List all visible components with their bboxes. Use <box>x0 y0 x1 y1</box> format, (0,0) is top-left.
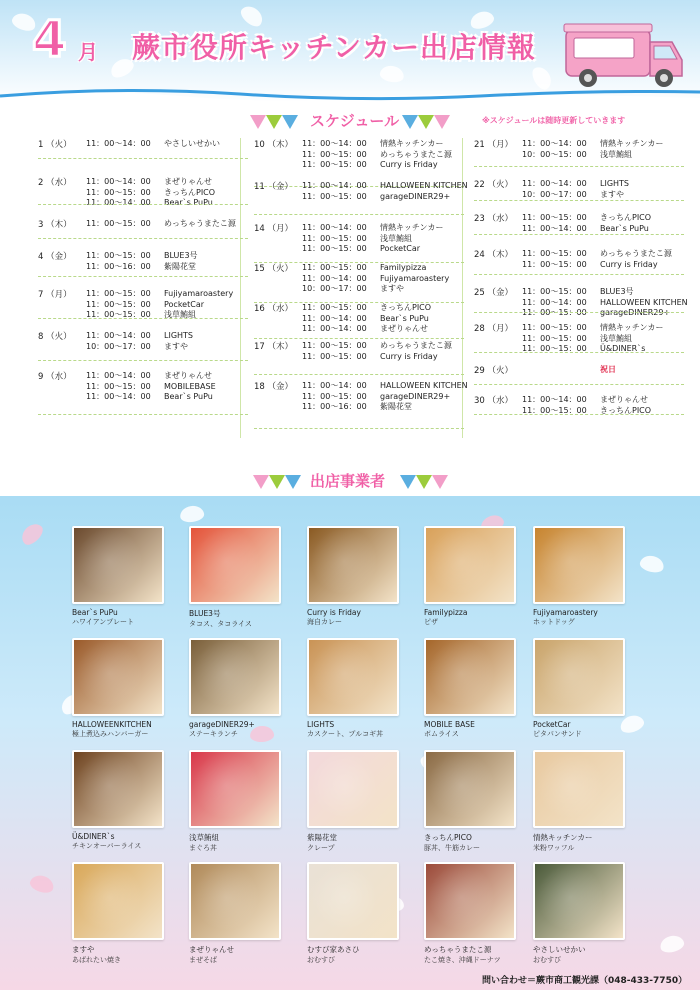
vendor-card <box>533 638 625 739</box>
schedule-vendor: Curry is Friday <box>380 160 438 169</box>
divider-line <box>38 360 248 361</box>
schedule-row <box>522 248 672 259</box>
schedule-time: 11：00〜16：00 <box>302 402 367 411</box>
vendor-description: クレープ <box>307 844 335 852</box>
vendor-card <box>189 750 281 853</box>
vendor-name: garageDINER29+ <box>189 720 255 729</box>
schedule-day: 15 （火） <box>254 264 294 274</box>
schedule-vendor: ますや <box>164 341 188 351</box>
schedule-time: 11：00〜15：00 <box>302 149 367 159</box>
schedule-vendor: 浅草鮪組 <box>380 233 412 243</box>
schedule-vendor: きっちんPICO <box>600 213 652 222</box>
divider-line <box>474 384 684 385</box>
schedule-vendor: めっちゃうまたこ源 <box>380 341 452 350</box>
vendor-name: まぜりゃんせ <box>189 945 234 954</box>
schedule-day: 3 （木） <box>38 220 72 230</box>
schedule-time: 11：00〜15：00 <box>522 213 587 222</box>
month-number: 4 <box>32 10 67 68</box>
schedule-time: 11：00〜14：00 <box>86 177 151 186</box>
divider-line <box>254 338 464 339</box>
schedule-row <box>522 333 663 344</box>
vendor-card <box>189 862 281 965</box>
vendor-description: ステーキランチ <box>189 730 238 738</box>
vendor-description: まぜそば <box>189 956 217 964</box>
petal-decoration <box>18 520 46 548</box>
schedule-row <box>86 250 198 261</box>
schedule-day: 14 （月） <box>254 224 294 234</box>
schedule-time: 11：00〜15：00 <box>302 244 367 253</box>
wave-divider <box>0 88 700 105</box>
schedule-row <box>86 381 216 392</box>
vendor-photo <box>424 862 516 940</box>
schedule-vendor: 浅草鮪組 <box>164 310 196 319</box>
schedule-note: ※スケジュールは随時更新していきます <box>482 116 626 125</box>
vendor-description: カスクート、プルコギ丼 <box>307 730 384 738</box>
schedule-time: 11：00〜14：00 <box>302 223 367 232</box>
header-banner <box>0 0 700 105</box>
schedule-vendor: Bear`s PuPu <box>164 198 213 207</box>
vendor-card <box>189 638 281 739</box>
vendor-photo <box>189 638 281 716</box>
schedule-vendor: LIGHTS <box>600 179 629 188</box>
vendor-name: きっちんPICO <box>424 833 472 842</box>
vendor-name: HALLOWEENKITCHEN <box>72 720 152 729</box>
schedule-row <box>522 223 651 234</box>
vendor-card <box>307 862 399 965</box>
schedule-vendor: LIGHTS <box>164 331 193 340</box>
schedule-day: 10 （木） <box>254 140 294 150</box>
schedule-vendor: garageDINER29+ <box>380 191 451 201</box>
schedule-vendor: Bear`s PuPu <box>164 392 213 401</box>
schedule-row <box>522 189 629 200</box>
schedule-day: 16 （水） <box>254 304 294 314</box>
divider-line <box>474 200 684 201</box>
vendor-photo <box>533 526 625 604</box>
vendors-heading: 出店事業者 <box>310 472 386 490</box>
schedule-vendor: PocketCar <box>164 299 205 309</box>
vendor-name: Bear`s PuPu <box>72 608 118 617</box>
schedule-time: 11：00〜15：00 <box>302 351 367 361</box>
schedule-day: 22 （火） <box>474 180 514 190</box>
schedule-row <box>522 212 651 223</box>
schedule-vendor: Fujiyamaroastery <box>380 273 450 283</box>
schedule-time: 11：00〜14：00 <box>86 371 151 380</box>
schedule-row <box>522 286 688 297</box>
vendor-photo <box>307 638 399 716</box>
schedule-day: 21 （月） <box>474 140 514 150</box>
vendor-card <box>424 526 516 627</box>
schedule-row <box>302 273 449 284</box>
schedule-time: 11：00〜15：00 <box>522 323 587 332</box>
schedule-row <box>302 323 431 334</box>
column-divider <box>240 138 241 438</box>
schedule-day: 18 （金） <box>254 382 294 392</box>
schedule-row <box>86 299 233 310</box>
divider-line <box>38 158 248 159</box>
schedule-day: 29 （火） <box>474 366 514 376</box>
vendor-photo <box>533 862 625 940</box>
schedule-row <box>86 391 216 402</box>
divider-line <box>474 274 684 275</box>
petal-decoration <box>639 554 666 575</box>
schedule-vendor: まぜりゃんせ <box>164 177 212 186</box>
schedule-day: 28 （月） <box>474 324 514 334</box>
schedule-day: 30 （水） <box>474 396 514 406</box>
vendor-name: Ü&DINER`s <box>72 832 115 841</box>
schedule-time: 10：00〜17：00 <box>522 189 587 199</box>
vendor-photo <box>189 526 281 604</box>
schedule-row <box>302 138 452 149</box>
vendor-photo <box>533 638 625 716</box>
schedule-row <box>86 288 233 299</box>
vendor-description: 豚丼、牛筋カレー <box>424 844 480 852</box>
vendor-card <box>72 862 164 965</box>
schedule-time: 11：00〜14：00 <box>86 392 151 401</box>
schedule-vendor: まぜりゃんせ <box>164 371 212 380</box>
schedule-time: 11：00〜14：00 <box>522 297 587 307</box>
schedule-vendor: 情熱キッチンカー <box>380 223 444 232</box>
schedule-row <box>86 341 193 352</box>
vendor-name: Familypizza <box>424 608 468 617</box>
vendor-name: MOBILE BASE <box>424 720 475 729</box>
schedule-day: 2 （水） <box>38 178 72 188</box>
schedule-time: 11：00〜15：00 <box>302 191 367 201</box>
schedule-day: 23 （水） <box>474 214 514 224</box>
schedule-vendor: 紫陽花堂 <box>380 402 412 411</box>
schedule-day: 4 （金） <box>38 252 72 262</box>
schedule-day: 7 （月） <box>38 290 72 300</box>
schedule-vendor: PocketCar <box>380 244 421 253</box>
vendor-card <box>307 526 399 627</box>
vendor-card <box>424 750 516 853</box>
schedule-vendor: きっちんPICO <box>380 303 432 312</box>
schedule-time: 11：00〜15：00 <box>522 308 587 317</box>
schedule-vendor: Fujiyamaroastery <box>164 289 234 298</box>
vendor-description: ボムライス <box>424 730 459 738</box>
schedule-vendor: まぜりゃんせ <box>380 324 428 333</box>
vendor-card <box>533 750 625 853</box>
vendor-description: 米粉ワッフル <box>533 844 575 852</box>
schedule-vendor: まぜりゃんせ <box>600 395 648 404</box>
schedule-time: 11：00〜15：00 <box>86 251 151 260</box>
schedule-row <box>86 370 216 381</box>
schedule-vendor: 浅草鮪組 <box>600 333 632 343</box>
schedule-vendor: HALLOWEEN KITCHEN <box>380 181 468 190</box>
vendor-card <box>189 526 281 629</box>
schedule-vendor: HALLOWEEN KITCHEN <box>380 381 468 390</box>
schedule-day: 8 （火） <box>38 332 72 342</box>
schedule-row <box>302 191 468 202</box>
schedule-time: 11：00〜15：00 <box>302 391 367 401</box>
vendor-name: やさしいせかい <box>533 945 586 954</box>
vendor-name: Curry is Friday <box>307 608 361 617</box>
vendor-card <box>533 526 625 627</box>
vendor-description: まぐろ丼 <box>189 844 217 852</box>
schedule-time: 11：00〜15：00 <box>86 299 151 309</box>
schedule-time: 11：00〜14：00 <box>86 331 151 340</box>
page-title: 蕨市役所キッチンカー出店情報 <box>132 31 537 64</box>
schedule-row <box>86 261 198 272</box>
divider-line <box>474 414 684 415</box>
schedule-vendor: 情熱キッチンカー <box>600 139 664 148</box>
schedule-day: 17 （木） <box>254 342 294 352</box>
divider-line <box>474 234 684 235</box>
schedule-vendor: めっちゃうまたこ源 <box>380 149 452 159</box>
vendor-photo <box>189 750 281 828</box>
schedule-time: 11：00〜15：00 <box>522 333 587 343</box>
schedule-time: 11：00〜14：00 <box>302 139 367 148</box>
schedule-row <box>302 233 443 244</box>
vendor-photo <box>72 638 164 716</box>
schedule-vendor: 浅草鮪組 <box>600 149 632 159</box>
schedule-vendor: Bear`s PuPu <box>380 313 429 323</box>
schedule-time: 11：00〜15：00 <box>522 259 587 269</box>
schedule-day: 24 （木） <box>474 250 514 260</box>
schedule-row <box>522 297 688 308</box>
schedule-time: 11：00〜16：00 <box>86 261 151 271</box>
schedule-time: 11：00〜14：00 <box>302 381 367 390</box>
schedule-time: 11：00〜15：00 <box>86 219 151 228</box>
schedule-time: 11：00〜14：00 <box>86 198 151 207</box>
schedule-vendor: ますや <box>380 284 404 293</box>
vendor-name: Fujiyamaroastery <box>533 608 598 617</box>
schedule-row <box>86 197 215 208</box>
schedule-time: 11：00〜15：00 <box>86 381 151 391</box>
schedule-time: 11：00〜15：00 <box>86 289 151 298</box>
schedule-vendor: Familypizza <box>380 263 427 272</box>
schedule-vendor: garageDINER29+ <box>600 308 671 317</box>
schedule-row <box>86 187 215 198</box>
vendor-photo <box>424 526 516 604</box>
schedule-vendor: 祝日 <box>600 365 616 374</box>
schedule-time: 10：00〜15：00 <box>522 149 587 159</box>
schedule-heading: スケジュール <box>310 112 400 130</box>
vendor-description: ピタパンサンド <box>533 730 582 738</box>
schedule-row <box>86 218 236 229</box>
schedule-row <box>86 330 193 341</box>
schedule-row <box>302 243 443 254</box>
vendor-name: 情熱キッチンカー <box>533 833 593 842</box>
schedule-vendor: きっちんPICO <box>164 187 216 197</box>
vendor-description: ホットドッグ <box>533 618 575 626</box>
schedule-vendor: きっちんPICO <box>600 405 652 415</box>
schedule-row <box>302 222 443 233</box>
schedule-row <box>302 340 452 351</box>
vendor-photo <box>533 750 625 828</box>
schedule-day: 11 （金） <box>254 182 294 192</box>
schedule-time: 11：00〜14：00 <box>522 395 587 404</box>
schedule-day: 9 （水） <box>38 372 72 382</box>
month-char: 月 <box>78 40 98 64</box>
schedule-time: 11：00〜15：00 <box>302 303 367 312</box>
schedule-time: 11：00〜15：00 <box>302 160 367 169</box>
schedule-vendor: ますや <box>600 189 624 199</box>
vendor-name: めっちゃうまたこ源 <box>424 945 492 954</box>
vendor-card <box>533 862 625 965</box>
schedule-row <box>302 380 468 391</box>
kitchen-car-icon <box>560 18 690 98</box>
schedule-time: 10：00〜17：00 <box>86 341 151 351</box>
schedule-vendor: BLUE3号 <box>164 251 198 260</box>
schedule-time: 11：00〜15：00 <box>86 310 151 319</box>
vendor-name: BLUE3号 <box>189 609 221 618</box>
schedule-row <box>302 313 431 324</box>
schedule-row <box>302 180 468 191</box>
vendor-photo <box>72 526 164 604</box>
schedule-day: 1 （火） <box>38 140 72 150</box>
schedule-time: 11：00〜15：00 <box>522 287 587 296</box>
vendor-description: 海自カレー <box>307 618 342 626</box>
divider-line <box>38 204 248 205</box>
divider-line <box>474 312 684 313</box>
vendor-card <box>424 862 516 965</box>
vendor-name: ますや <box>72 945 95 954</box>
schedule-row <box>302 391 468 402</box>
schedule-row <box>302 149 452 160</box>
schedule-vendor: 情熱キッチンカー <box>600 323 664 332</box>
vendor-description: 極上煮込みハンバーガー <box>72 730 149 738</box>
schedule-day: 25 （金） <box>474 288 514 298</box>
vendors-section <box>0 496 700 990</box>
schedule-row <box>86 138 220 149</box>
vendor-name: LIGHTS <box>307 720 335 729</box>
schedule-time: 11：00〜14：00 <box>522 223 587 233</box>
schedule-row <box>522 138 663 149</box>
vendor-card <box>307 750 399 853</box>
schedule-time: 11：00〜15：00 <box>522 344 587 353</box>
schedule-time: 11：00〜15：00 <box>522 249 587 258</box>
vendors-heading-bar <box>0 470 700 494</box>
vendor-description: たこ焼き、沖縄ドーナツ <box>424 956 501 964</box>
schedule-time: 11：00〜14：00 <box>522 179 587 188</box>
divider-line <box>474 352 684 353</box>
schedule-row <box>522 149 663 160</box>
schedule-row <box>522 394 651 405</box>
schedule-vendor: HALLOWEEN KITCHEN <box>600 297 688 307</box>
divider-line <box>254 214 464 215</box>
divider-line <box>254 374 464 375</box>
contact-info: 問い合わせ＝蕨市商工観光課（048-433-7750） <box>482 976 688 986</box>
vendor-card <box>72 526 164 627</box>
schedule-row <box>86 176 215 187</box>
divider-line <box>38 276 248 277</box>
schedule-time: 11：00〜14：00 <box>302 181 367 190</box>
schedule-time: 11：00〜14：00 <box>302 273 367 283</box>
schedule-vendor: Ü&DINER`s <box>600 344 646 353</box>
vendor-photo <box>72 862 164 940</box>
schedule-vendor: 情熱キッチンカー <box>380 139 444 148</box>
schedule-time: 11：00〜14：00 <box>302 313 367 323</box>
vendor-photo <box>307 750 399 828</box>
vendor-description: ハワイアンプレート <box>72 618 135 626</box>
vendor-photo <box>307 526 399 604</box>
divider-line <box>254 428 464 429</box>
schedule-vendor: やさしいせかい <box>164 139 220 148</box>
schedule-time: 10：00〜17：00 <box>302 284 367 293</box>
petal-decoration <box>179 504 205 523</box>
vendor-photo <box>72 750 164 828</box>
schedule-vendor: めっちゃうまたこ源 <box>600 249 672 258</box>
vendor-card <box>424 638 516 739</box>
vendor-card <box>307 638 399 739</box>
schedule-time: 11：00〜15：00 <box>302 341 367 350</box>
divider-line <box>38 318 248 319</box>
schedule-row <box>302 401 468 412</box>
vendor-card <box>72 638 164 739</box>
petal-decoration <box>658 933 685 954</box>
vendor-photo <box>307 862 399 940</box>
schedule-row <box>302 302 431 313</box>
schedule-vendor: Curry is Friday <box>380 351 438 361</box>
schedule-time: 11：00〜14：00 <box>302 324 367 333</box>
schedule-vendor: BLUE3号 <box>600 287 634 296</box>
vendor-card <box>72 750 164 851</box>
vendor-name: むすび家あさひ <box>307 945 360 954</box>
schedule-time: 11：00〜15：00 <box>302 263 367 272</box>
schedule-time: 11：00〜14：00 <box>86 139 151 148</box>
divider-line <box>38 238 248 239</box>
vendor-description: あばれたい焼き <box>72 956 121 964</box>
schedule-row <box>302 283 449 294</box>
schedule-vendor: めっちゃうまたこ源 <box>164 219 236 228</box>
vendor-description: おむすび <box>533 956 561 964</box>
vendor-description: おむすび <box>307 956 335 964</box>
vendor-name: 浅草鮪組 <box>189 833 219 842</box>
schedule-row <box>302 159 452 170</box>
schedule-vendor: 紫陽花堂 <box>164 261 196 271</box>
schedule-row <box>522 322 663 333</box>
divider-line <box>38 414 248 415</box>
schedule-vendor: Bear`s PuPu <box>600 223 649 233</box>
vendor-name: PocketCar <box>533 720 571 729</box>
schedule-row <box>302 351 452 362</box>
vendor-name: 紫陽花堂 <box>307 833 337 842</box>
schedule-time: 11：00〜15：00 <box>86 187 151 197</box>
schedule-row <box>522 259 672 270</box>
divider-line <box>474 166 684 167</box>
schedule-time: 11：00〜14：00 <box>522 139 587 148</box>
schedule-vendor: MOBILEBASE <box>164 381 216 391</box>
vendor-description: タコス、タコライス <box>189 620 252 628</box>
vendor-description: ピザ <box>424 618 438 626</box>
vendor-photo <box>424 750 516 828</box>
schedule-vendor: Curry is Friday <box>600 259 658 269</box>
vendor-photo <box>189 862 281 940</box>
schedule-row <box>522 178 629 189</box>
schedule-time: 11：00〜15：00 <box>302 233 367 243</box>
vendor-photo <box>424 638 516 716</box>
schedule-row <box>302 262 449 273</box>
vendor-description: チキンオーバーライス <box>72 842 142 850</box>
petal-decoration <box>28 873 56 896</box>
schedule-vendor: garageDINER29+ <box>380 391 451 401</box>
schedule-time: 11：00〜15：00 <box>522 405 587 415</box>
schedule-row <box>522 364 616 375</box>
